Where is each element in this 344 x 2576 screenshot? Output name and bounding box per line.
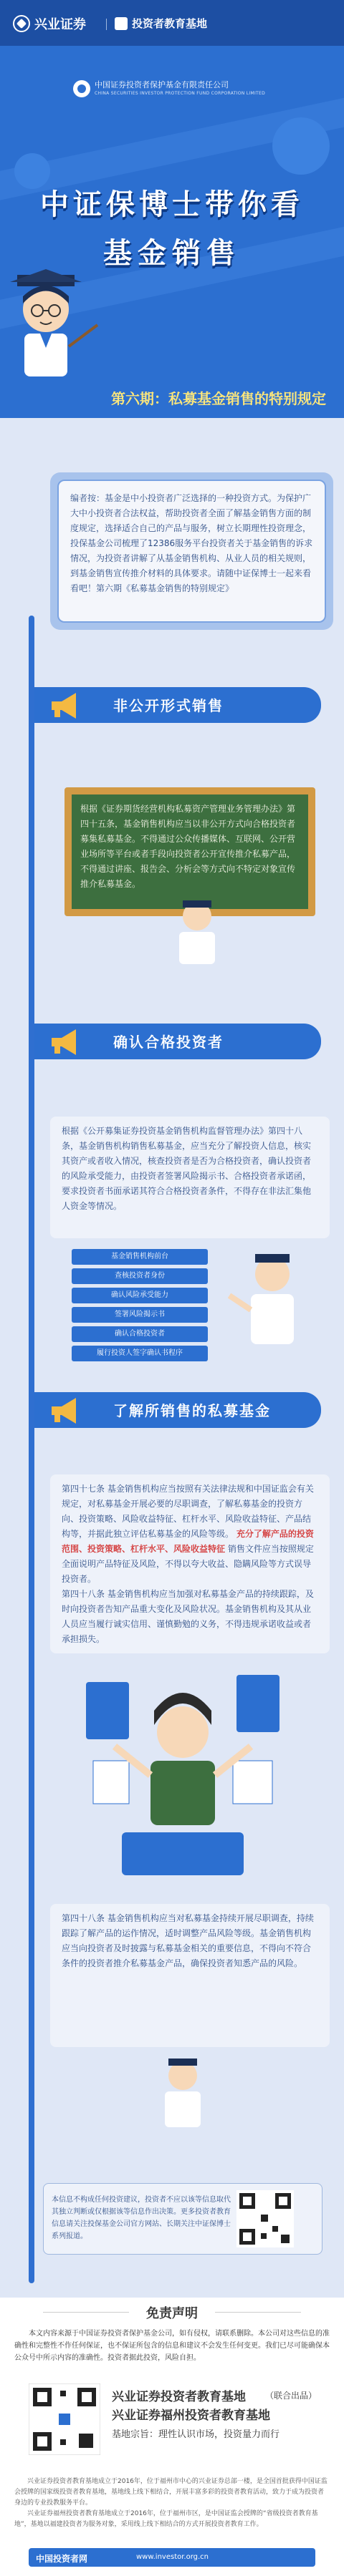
edu-base-logo-icon: [115, 17, 128, 30]
text-block-3: [50, 1474, 330, 1653]
org-name-en: CHINA SECURITIES INVESTOR PROTECTION FUND CORPORATION LIMITED: [95, 91, 265, 96]
decor-bubble: [272, 117, 330, 175]
brand-name-1: 兴业证券投资者教育基地: [112, 2390, 246, 2404]
section-header-2: [34, 1024, 321, 1059]
text-block-3-para1: 第四十七条 基金销售机构应当按照有关法律法规和中国证监会有关规定，对私募基金开展必要的尽职调查，了解私募基金的投资方向、投资策略、风险收益特征、杠杆水平、风险收益特征、产品结构等，并据此独立评估私募基金的风险等级。: [62, 1484, 314, 1539]
qr-code-icon[interactable]: [236, 2190, 294, 2247]
megaphone-icon: [47, 1396, 85, 1425]
header-divider: [106, 19, 107, 30]
intro-card: [57, 480, 326, 623]
flow-step: 履行投资人签字确认书程序: [72, 1346, 208, 1361]
hero-title-line1: 中证保博士带你看: [40, 188, 304, 221]
disclaimer-text: 本文内容来源于中国证券投资者保护基金公司，如有侵权，请联系删除。本公司对这些信息的准确性和完整性不作任何保证，也不保证所包含的信息和建议不会发生任何变更。我们已尽可能确保本公众号中所示内容的准确性。投资者据此投资，风险自担。: [14, 2330, 330, 2362]
section-title-1: 非公开形式销售: [113, 697, 224, 714]
text-block-3-para2: 第四十八条 基金销售机构应当加强对私募基金产品的持续跟踪，及时向投资者告知产品重大变化及风险状况。基金销售机构及其从业人员应当履行诚实信用、谨慎勤勉的义务，不得违规承诺收益或者承担损失。: [62, 1589, 314, 1644]
brand-row: [29, 2383, 330, 2469]
brand-logo-right: [115, 16, 207, 31]
disclaimer-title: 免责声明: [146, 2306, 198, 2321]
doctor-teacher-illustration-icon: [165, 895, 229, 966]
chalkboard-1-text: 根据《证券期货经营机构私募资产管理业务管理办法》第四十五条，基金销售机构应当以非公开方式向合格投资者募集私募基金。不得通过公众传播媒体、互联网、公开营业场所等平台或者手段向投资者公开宣传推介私募产品，不得通过讲座、报告会、分析会等方式向不特定对象宣传推介私募基金。: [80, 804, 296, 889]
process-flow: [72, 1249, 208, 1365]
brand-note: （联合出品）: [265, 2391, 317, 2401]
megaphone-icon: [47, 1028, 85, 1056]
wechat-qr-code-icon[interactable]: [29, 2383, 100, 2455]
top-bar: [0, 0, 344, 46]
text-block-3-highlight: 充分了解产品的投资范围、投资策略、杠杆水平、风险收益特征: [62, 1529, 314, 1554]
footnote-text: 本信息不构成任何投资建议，投资者不应以该等信息取代其独立判断或仅根据该等信息作出决策。更多投资者教育信息请关注投保基金公司官方网站、长期关注中证保博士系列报道。: [52, 2196, 231, 2240]
brand-left-label: 兴业证券: [34, 17, 86, 32]
flow-step: 查核投资者身份: [72, 1268, 208, 1284]
text-block-3-para1b: 销售文件应当按照规定全面说明产品特征及风险，不得以夸大收益、隐瞒风险等方式误导投资者。: [62, 1544, 314, 1584]
timeline-line: [29, 616, 34, 2283]
brand-motto: 基地宗旨：理性认识市场，投资量力而行: [112, 2429, 280, 2440]
hero-title-line2: 基金销售: [103, 237, 241, 270]
disclaimer-rule-right: [215, 2312, 301, 2313]
investor-site-bar[interactable]: [29, 2548, 315, 2567]
megaphone-icon: [47, 691, 85, 720]
text-block-4: [50, 1904, 330, 2047]
investor-protection-emblem-icon: [73, 80, 90, 97]
doctor-mascot-icon: [3, 268, 103, 382]
text-block-4-text: 第四十八条 基金销售机构应当对私募基金持续开展尽职调查，持续跟踪了解产品的运作情况，适时调整产品风险等级。基金销售机构应当向投资者及时披露与私募基金相关的重要信息，不得向不符合条件的投资者推介私募基金产品，确保投资者知悉产品的风险。: [62, 1913, 314, 1968]
flow-step: 签署风险揭示书: [72, 1307, 208, 1323]
section-title-3: 了解所销售的私募基金: [113, 1402, 271, 1419]
brand-right-label: 投资者教育基地: [132, 17, 208, 30]
investor-site-name: 中国投资者网: [36, 2554, 88, 2564]
brand-description: [14, 2477, 330, 2530]
flow-step: 确认风险承受能力: [72, 1288, 208, 1303]
text-block-2-text: 根据《公开募集证券投资基金销售机构监督管理办法》第四十八条，基金销售机构销售私募基金，应当充分了解投资人信息，核实其资产或者收入情况，核查投资者是否为合格投资者，确认投资者的风险承受能力，由投资者签署风险揭示书、合格投资者承诺函，要求投资者书面承诺其符合合格投资者条件，不得存在非法汇集他人资金等情况。: [62, 1126, 312, 1211]
brand-name-2: 兴业证券福州投资者教育基地: [112, 2409, 270, 2423]
section-header-3: [34, 1392, 321, 1428]
flow-step: 基金销售机构前台: [72, 1249, 208, 1265]
investor-site-url[interactable]: www.investor.org.cn: [136, 2553, 209, 2561]
xingye-logo-icon: [13, 15, 30, 32]
doctor-pointing-down-illustration-icon: [150, 2054, 215, 2133]
doctor-pointing-illustration-icon: [222, 1245, 322, 1353]
brand-description-1: 兴业证券投资者教育基地成立于2016年，位于福州市中心的兴业证券总部一楼，是全国首批获得中国证监会授牌的国家级投资者教育基地，基地线上线下相结合，开展丰富多彩的投资者教育活动，致力于成为投资者身边的专业投教服务平台。: [14, 2478, 328, 2507]
intro-text: 编者按：基金是中小投资者广泛选择的一种投资方式。为保护广大中小投资者合法权益，帮助投资者全面了解基金销售方面的制度规定，选择适合自己的产品与服务，树立长期理性投资理念，投保基金公司梳理了12386服务平台投资者关于基金销售的诉求情况，为投资者讲解了从基金销售机构、从业人员的相关规则，到基金销售宣传推介材料的具体要求。请随中证保博士一起来看看吧！第六期《私募基金销售的特别规定》: [70, 493, 313, 593]
brand-logo-left: [13, 14, 86, 33]
org-name-cn: 中国证券投资者保护基金有限责任公司: [95, 80, 229, 89]
busy-advisor-illustration-icon: [79, 1668, 287, 1882]
brand-description-2: 兴业证券福州投资者教育基地成立于2016年，位于福州市区，是中国证监会授牌的“省级投资者教育基地”，基地以福建投资者为服务对象，采用线上线下相结合的方式开展投资者教育工作。: [14, 2510, 318, 2528]
section-header-1: [34, 687, 321, 723]
section-title-2: 确认合格投资者: [113, 1034, 224, 1051]
flow-step: 确认合格投资者: [72, 1326, 208, 1342]
text-block-2: [50, 1117, 330, 1238]
disclaimer-section: [0, 2298, 344, 2576]
hero-banner: [0, 46, 344, 418]
org-header: [95, 80, 310, 97]
episode-title: 第六期：私募基金销售的特别规定: [111, 390, 326, 407]
